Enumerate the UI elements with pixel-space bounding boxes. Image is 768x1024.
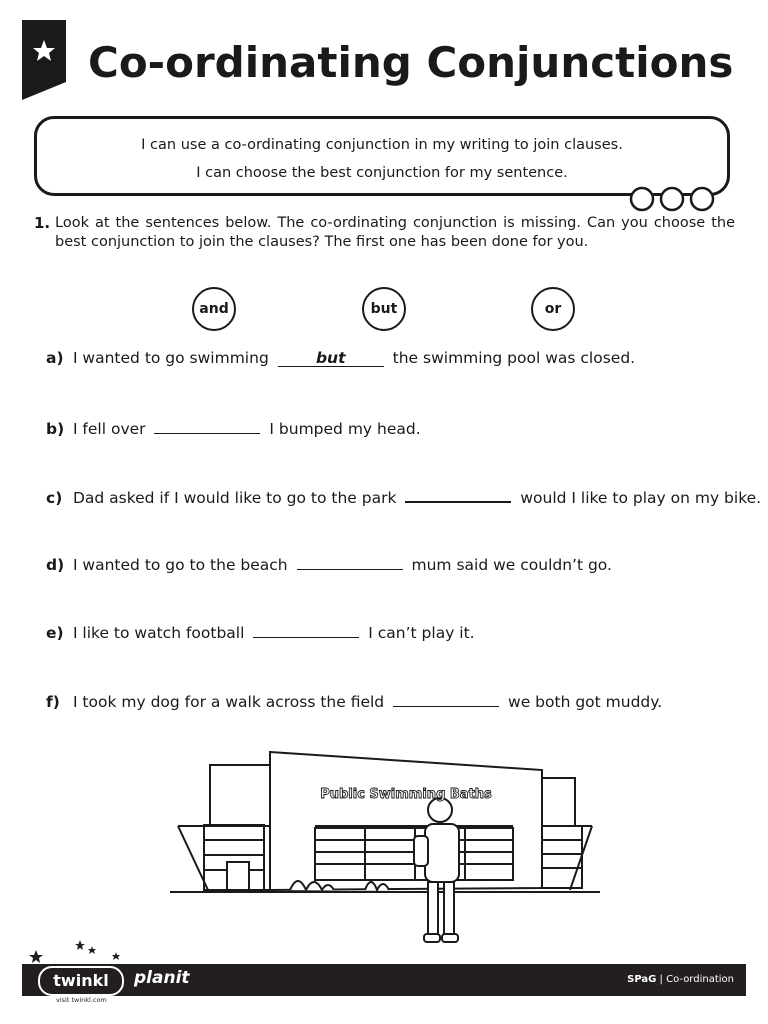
sentence-end: mum said we couldn’t go. — [411, 556, 612, 574]
objective-2: I can choose the best conjunction for my sentence. — [196, 165, 568, 181]
sentence-start: Dad asked if I would like to go to the park — [72, 489, 397, 507]
planit-label: planit — [134, 968, 190, 988]
sentence-e — [46, 621, 475, 642]
twinkl-logo-text: twinkl — [38, 966, 124, 996]
sentence-letter: e) — [46, 624, 64, 642]
page-title: Co-ordinating Conjunctions — [88, 38, 734, 87]
answer-blank[interactable]: but — [278, 350, 384, 367]
sentence-letter: f) — [46, 693, 60, 711]
word-bank-but: but — [362, 287, 406, 331]
twinkl-logo — [28, 940, 128, 1010]
sentence-c — [46, 485, 761, 507]
sentence-end: we both got muddy. — [508, 693, 663, 711]
objective-1: I can use a co-ordinating conjunction in my writing to join clauses. — [141, 137, 623, 153]
sentence-letter: d) — [46, 556, 65, 574]
word-bank-or: or — [531, 287, 575, 331]
sentence-start: I took my dog for a walk across the field — [72, 693, 385, 711]
footer-topic — [627, 974, 734, 985]
visit-link[interactable]: visit twinkl.com — [56, 996, 107, 1004]
footer-separator: | — [659, 974, 663, 985]
answer-blank[interactable] — [154, 417, 260, 434]
sentence-end: would I like to play on my bike. — [520, 489, 762, 507]
answer-blank[interactable] — [393, 690, 499, 707]
footer-topic-text: Co-ordination — [666, 974, 734, 985]
question-instructions: Look at the sentences below. The co-ordinating conjunction is missing. Can you choose the best conjunction to join the clauses? The first one has been done for you. — [55, 215, 735, 250]
sentence-start: I wanted to go swimming — [72, 349, 269, 367]
star-tab-icon — [22, 20, 66, 100]
sentence-f — [46, 690, 662, 711]
sentence-b — [46, 417, 421, 438]
sentence-d — [46, 553, 612, 574]
sentence-end: I bumped my head. — [269, 420, 421, 438]
sentence-letter: b) — [46, 420, 65, 438]
learning-objectives-box — [34, 116, 730, 196]
sentence-start: I wanted to go to the beach — [72, 556, 288, 574]
sentence-end: the swimming pool was closed. — [392, 349, 636, 367]
thought-bubbles-icon — [628, 185, 716, 213]
sentence-start: I fell over — [72, 420, 146, 438]
sentence-letter: c) — [46, 489, 63, 507]
sentence-a — [46, 349, 635, 367]
answer-blank[interactable] — [297, 553, 403, 570]
pool-sign-text: Public Swimming Baths — [320, 787, 492, 802]
answer-blank[interactable] — [253, 621, 359, 638]
sentence-letter: a) — [46, 349, 64, 367]
question-number: 1. — [34, 214, 51, 232]
word-bank-and: and — [192, 287, 236, 331]
footer-subject: SPaG — [627, 974, 657, 985]
swimming-baths-illustration — [170, 740, 600, 950]
answer-blank[interactable] — [405, 485, 511, 503]
sentence-end: I can’t play it. — [368, 624, 475, 642]
sentence-start: I like to watch football — [72, 624, 245, 642]
